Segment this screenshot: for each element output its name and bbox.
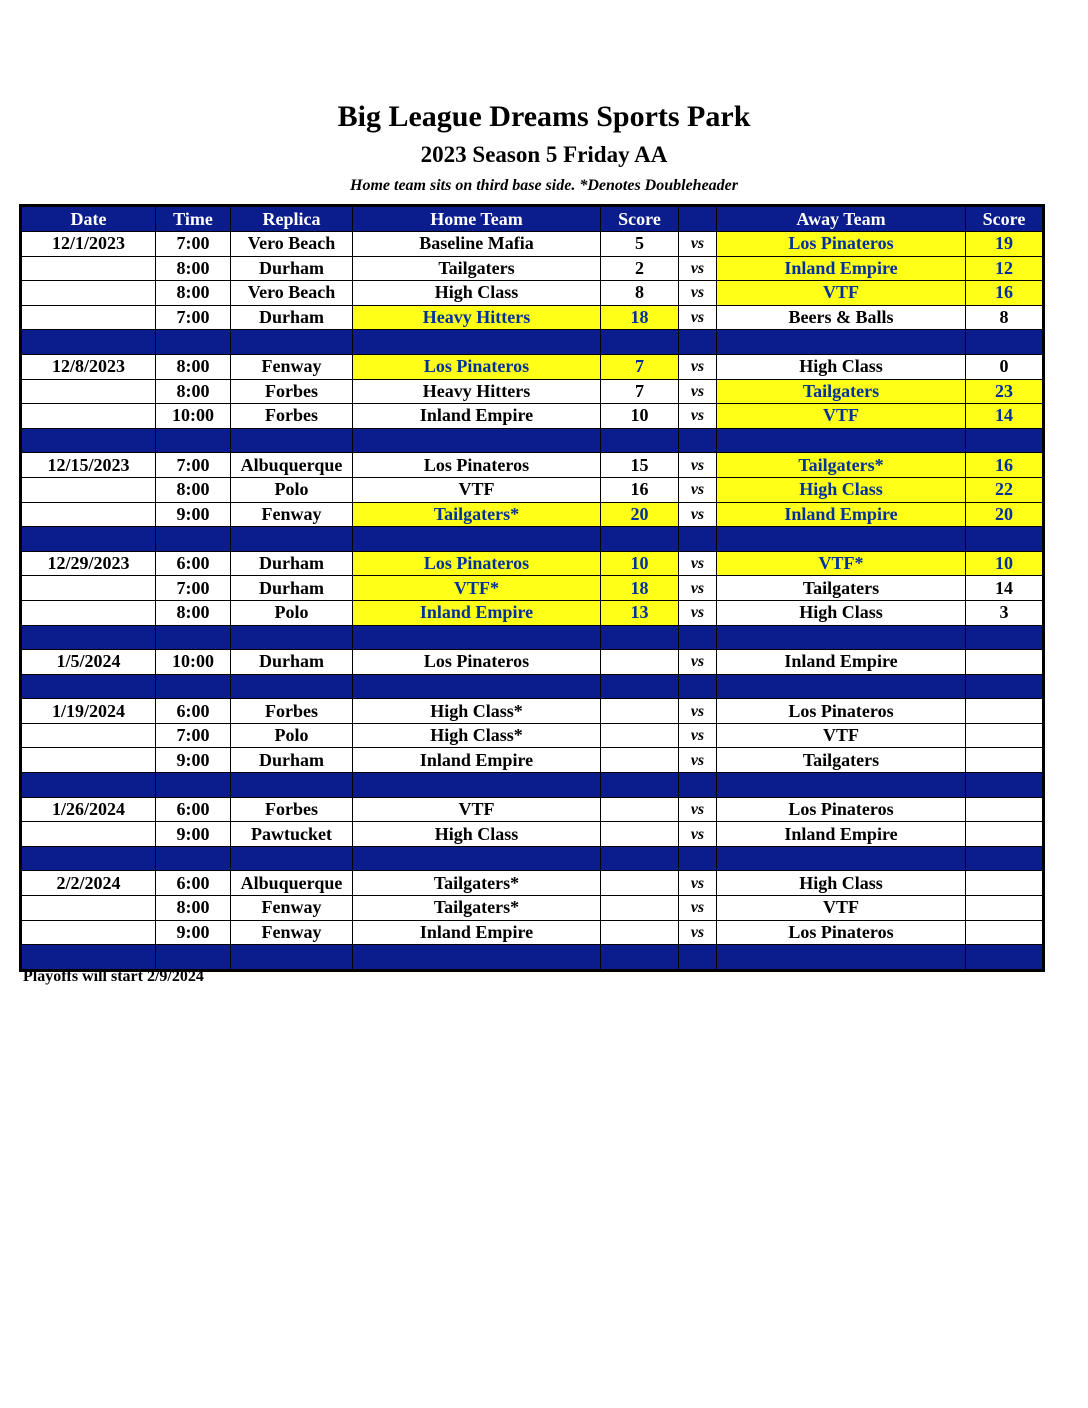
table-row (22, 699, 1043, 724)
separator-cell (679, 330, 717, 355)
time-cell: 7:00 (156, 305, 231, 330)
vs-cell: vs (679, 723, 717, 748)
table-header-row (22, 207, 1043, 232)
home-team-cell: Los Pinateros (353, 354, 601, 379)
separator-cell (679, 625, 717, 650)
time-cell: 8:00 (156, 379, 231, 404)
home-score-cell (601, 723, 679, 748)
separator-cell (22, 773, 156, 798)
date-cell: 12/8/2023 (22, 354, 156, 379)
time-cell: 8:00 (156, 896, 231, 921)
time-cell: 8:00 (156, 256, 231, 281)
separator-cell (601, 625, 679, 650)
replica-cell: Durham (231, 305, 353, 330)
home-score-cell: 15 (601, 453, 679, 478)
table-row (22, 379, 1043, 404)
header-away-team: Away Team (717, 207, 966, 232)
date-cell (22, 477, 156, 502)
separator-cell (353, 846, 601, 871)
separator-cell (601, 428, 679, 453)
separator-cell (22, 625, 156, 650)
replica-cell: Albuquerque (231, 453, 353, 478)
away-team-cell: Tailgaters (717, 576, 966, 601)
separator-cell (231, 773, 353, 798)
home-score-cell: 20 (601, 502, 679, 527)
table-row (22, 281, 1043, 306)
home-score-cell: 5 (601, 232, 679, 257)
separator-cell (966, 945, 1043, 970)
vs-cell: vs (679, 797, 717, 822)
replica-cell: Durham (231, 576, 353, 601)
separator-cell (966, 330, 1043, 355)
away-score-cell: 3 (966, 600, 1043, 625)
date-cell: 1/26/2024 (22, 797, 156, 822)
date-cell: 12/15/2023 (22, 453, 156, 478)
home-team-cell: Inland Empire (353, 404, 601, 429)
replica-cell: Fenway (231, 920, 353, 945)
separator-cell (22, 846, 156, 871)
separator-cell (966, 846, 1043, 871)
home-team-cell: Inland Empire (353, 600, 601, 625)
time-cell: 8:00 (156, 354, 231, 379)
separator-cell (679, 428, 717, 453)
date-cell (22, 379, 156, 404)
separator-cell (22, 674, 156, 699)
home-score-cell: 18 (601, 305, 679, 330)
home-score-cell: 18 (601, 576, 679, 601)
vs-cell: vs (679, 305, 717, 330)
separator-cell (156, 428, 231, 453)
home-team-cell: VTF (353, 477, 601, 502)
home-team-cell: Los Pinateros (353, 453, 601, 478)
table-row (22, 477, 1043, 502)
table-row (22, 871, 1043, 896)
week-separator-row (22, 428, 1043, 453)
separator-cell (679, 527, 717, 552)
away-team-cell: Los Pinateros (717, 797, 966, 822)
replica-cell: Forbes (231, 797, 353, 822)
table-row (22, 551, 1043, 576)
home-score-cell: 13 (601, 600, 679, 625)
home-score-cell: 10 (601, 551, 679, 576)
separator-cell (966, 428, 1043, 453)
home-team-cell: Baseline Mafia (353, 232, 601, 257)
separator-cell (601, 330, 679, 355)
separator-cell (717, 773, 966, 798)
vs-cell: vs (679, 404, 717, 429)
vs-cell: vs (679, 256, 717, 281)
away-team-cell: Inland Empire (717, 502, 966, 527)
replica-cell: Fenway (231, 896, 353, 921)
away-team-cell: VTF (717, 723, 966, 748)
vs-cell: vs (679, 576, 717, 601)
separator-cell (156, 330, 231, 355)
table-row (22, 797, 1043, 822)
home-team-cell: Tailgaters* (353, 871, 601, 896)
away-team-cell: High Class (717, 354, 966, 379)
table-row (22, 453, 1043, 478)
away-score-cell (966, 748, 1043, 773)
separator-cell (966, 674, 1043, 699)
home-team-cell: High Class* (353, 723, 601, 748)
week-separator-row (22, 674, 1043, 699)
vs-cell: vs (679, 822, 717, 847)
separator-cell (156, 846, 231, 871)
week-separator-row (22, 625, 1043, 650)
away-score-cell: 14 (966, 404, 1043, 429)
separator-cell (156, 674, 231, 699)
away-team-cell: Tailgaters (717, 379, 966, 404)
header-home-team: Home Team (353, 207, 601, 232)
table-row (22, 256, 1043, 281)
separator-cell (679, 945, 717, 970)
date-cell: 1/19/2024 (22, 699, 156, 724)
date-cell: 12/29/2023 (22, 551, 156, 576)
separator-cell (22, 330, 156, 355)
home-team-cell: VTF (353, 797, 601, 822)
vs-cell: vs (679, 477, 717, 502)
home-score-cell: 10 (601, 404, 679, 429)
time-cell: 8:00 (156, 600, 231, 625)
table-row (22, 748, 1043, 773)
week-separator-row (22, 330, 1043, 355)
home-score-cell: 7 (601, 354, 679, 379)
page-subtitle: 2023 Season 5 Friday AA (420, 142, 668, 167)
date-cell (22, 256, 156, 281)
vs-cell: vs (679, 453, 717, 478)
week-separator-row (22, 846, 1043, 871)
schedule-note: Home team sits on third base side. *Denotes Doubleheader (350, 177, 738, 194)
vs-cell: vs (679, 871, 717, 896)
separator-cell (156, 625, 231, 650)
date-cell (22, 920, 156, 945)
date-cell (22, 822, 156, 847)
separator-cell (353, 527, 601, 552)
table-row (22, 600, 1043, 625)
vs-cell: vs (679, 920, 717, 945)
away-score-cell (966, 650, 1043, 675)
time-cell: 6:00 (156, 871, 231, 896)
separator-cell (601, 773, 679, 798)
time-cell: 10:00 (156, 650, 231, 675)
home-score-cell: 2 (601, 256, 679, 281)
away-score-cell (966, 896, 1043, 921)
week-separator-row (22, 527, 1043, 552)
vs-cell: vs (679, 650, 717, 675)
separator-cell (231, 428, 353, 453)
separator-cell (679, 773, 717, 798)
week-separator-row (22, 945, 1043, 970)
separator-cell (717, 330, 966, 355)
away-team-cell: VTF (717, 281, 966, 306)
playoffs-note: Playoffs will start 2/9/2024 (23, 968, 204, 985)
home-team-cell: High Class (353, 822, 601, 847)
separator-cell (156, 527, 231, 552)
separator-cell (717, 625, 966, 650)
home-score-cell (601, 822, 679, 847)
date-cell (22, 305, 156, 330)
header-replica: Replica (231, 207, 353, 232)
home-score-cell (601, 748, 679, 773)
separator-cell (717, 428, 966, 453)
separator-cell (22, 428, 156, 453)
separator-cell (353, 674, 601, 699)
away-score-cell: 16 (966, 281, 1043, 306)
time-cell: 7:00 (156, 576, 231, 601)
replica-cell: Vero Beach (231, 232, 353, 257)
away-score-cell: 10 (966, 551, 1043, 576)
away-team-cell: Los Pinateros (717, 699, 966, 724)
separator-cell (601, 527, 679, 552)
separator-cell (353, 773, 601, 798)
replica-cell: Polo (231, 600, 353, 625)
away-score-cell: 0 (966, 354, 1043, 379)
table-row (22, 896, 1043, 921)
table-row (22, 822, 1043, 847)
schedule-table-container (19, 204, 1045, 972)
header-away-score: Score (966, 207, 1043, 232)
away-score-cell: 23 (966, 379, 1043, 404)
vs-cell: vs (679, 281, 717, 306)
time-cell: 6:00 (156, 551, 231, 576)
separator-cell (353, 945, 601, 970)
replica-cell: Pawtucket (231, 822, 353, 847)
time-cell: 7:00 (156, 723, 231, 748)
separator-cell (156, 945, 231, 970)
away-score-cell: 16 (966, 453, 1043, 478)
vs-cell: vs (679, 748, 717, 773)
replica-cell: Polo (231, 723, 353, 748)
vs-cell: vs (679, 232, 717, 257)
separator-cell (353, 428, 601, 453)
away-score-cell: 8 (966, 305, 1043, 330)
away-team-cell: VTF (717, 896, 966, 921)
home-team-cell: High Class* (353, 699, 601, 724)
away-team-cell: Los Pinateros (717, 232, 966, 257)
time-cell: 6:00 (156, 797, 231, 822)
separator-cell (966, 527, 1043, 552)
schedule-table (21, 206, 1043, 970)
away-team-cell: Los Pinateros (717, 920, 966, 945)
separator-cell (601, 945, 679, 970)
page-title: Big League Dreams Sports Park (337, 100, 751, 133)
away-team-cell: High Class (717, 871, 966, 896)
separator-cell (231, 330, 353, 355)
away-score-cell: 12 (966, 256, 1043, 281)
separator-cell (231, 846, 353, 871)
home-team-cell: VTF* (353, 576, 601, 601)
separator-cell (22, 945, 156, 970)
away-score-cell (966, 822, 1043, 847)
home-team-cell: Tailgaters* (353, 502, 601, 527)
separator-cell (966, 773, 1043, 798)
schedule-body (22, 207, 1043, 970)
separator-cell (353, 625, 601, 650)
vs-cell: vs (679, 502, 717, 527)
separator-cell (231, 625, 353, 650)
separator-cell (679, 674, 717, 699)
table-row (22, 576, 1043, 601)
time-cell: 8:00 (156, 281, 231, 306)
time-cell: 9:00 (156, 822, 231, 847)
week-separator-row (22, 773, 1043, 798)
separator-cell (231, 945, 353, 970)
separator-cell (231, 527, 353, 552)
date-cell: 2/2/2024 (22, 871, 156, 896)
vs-cell: vs (679, 600, 717, 625)
header-date: Date (22, 207, 156, 232)
away-score-cell (966, 871, 1043, 896)
separator-cell (353, 330, 601, 355)
away-team-cell: Beers & Balls (717, 305, 966, 330)
table-row (22, 404, 1043, 429)
header-vs (679, 207, 717, 232)
home-team-cell: Heavy Hitters (353, 305, 601, 330)
date-cell (22, 723, 156, 748)
home-score-cell: 16 (601, 477, 679, 502)
away-score-cell (966, 723, 1043, 748)
table-row (22, 232, 1043, 257)
vs-cell: vs (679, 551, 717, 576)
separator-cell (231, 674, 353, 699)
table-row (22, 354, 1043, 379)
home-score-cell (601, 920, 679, 945)
header-time: Time (156, 207, 231, 232)
home-score-cell (601, 699, 679, 724)
date-cell: 1/5/2024 (22, 650, 156, 675)
date-cell (22, 600, 156, 625)
replica-cell: Forbes (231, 404, 353, 429)
away-team-cell: Inland Empire (717, 822, 966, 847)
separator-cell (717, 846, 966, 871)
time-cell: 10:00 (156, 404, 231, 429)
separator-cell (601, 846, 679, 871)
away-score-cell: 14 (966, 576, 1043, 601)
separator-cell (601, 674, 679, 699)
separator-cell (717, 945, 966, 970)
table-row (22, 920, 1043, 945)
header-home-score: Score (601, 207, 679, 232)
separator-cell (717, 674, 966, 699)
away-team-cell: High Class (717, 477, 966, 502)
separator-cell (22, 527, 156, 552)
date-cell: 12/1/2023 (22, 232, 156, 257)
home-team-cell: Inland Empire (353, 920, 601, 945)
home-team-cell: Los Pinateros (353, 551, 601, 576)
home-team-cell: Heavy Hitters (353, 379, 601, 404)
replica-cell: Albuquerque (231, 871, 353, 896)
home-team-cell: Inland Empire (353, 748, 601, 773)
table-row (22, 502, 1043, 527)
replica-cell: Durham (231, 256, 353, 281)
separator-cell (679, 846, 717, 871)
away-score-cell: 19 (966, 232, 1043, 257)
date-cell (22, 576, 156, 601)
away-team-cell: VTF* (717, 551, 966, 576)
time-cell: 9:00 (156, 920, 231, 945)
time-cell: 6:00 (156, 699, 231, 724)
time-cell: 7:00 (156, 232, 231, 257)
away-score-cell (966, 920, 1043, 945)
away-score-cell: 20 (966, 502, 1043, 527)
time-cell: 7:00 (156, 453, 231, 478)
table-row (22, 650, 1043, 675)
replica-cell: Durham (231, 551, 353, 576)
home-team-cell: Tailgaters* (353, 896, 601, 921)
replica-cell: Fenway (231, 502, 353, 527)
time-cell: 8:00 (156, 477, 231, 502)
replica-cell: Durham (231, 650, 353, 675)
date-cell (22, 502, 156, 527)
vs-cell: vs (679, 896, 717, 921)
date-cell (22, 404, 156, 429)
table-row (22, 723, 1043, 748)
replica-cell: Durham (231, 748, 353, 773)
home-team-cell: High Class (353, 281, 601, 306)
away-team-cell: Inland Empire (717, 650, 966, 675)
home-score-cell: 7 (601, 379, 679, 404)
away-team-cell: Tailgaters* (717, 453, 966, 478)
vs-cell: vs (679, 699, 717, 724)
home-score-cell: 8 (601, 281, 679, 306)
home-team-cell: Los Pinateros (353, 650, 601, 675)
replica-cell: Forbes (231, 699, 353, 724)
away-team-cell: VTF (717, 404, 966, 429)
home-team-cell: Tailgaters (353, 256, 601, 281)
away-score-cell (966, 699, 1043, 724)
replica-cell: Forbes (231, 379, 353, 404)
separator-cell (717, 527, 966, 552)
home-score-cell (601, 650, 679, 675)
replica-cell: Vero Beach (231, 281, 353, 306)
replica-cell: Fenway (231, 354, 353, 379)
vs-cell: vs (679, 354, 717, 379)
away-score-cell: 22 (966, 477, 1043, 502)
home-score-cell (601, 797, 679, 822)
home-score-cell (601, 871, 679, 896)
time-cell: 9:00 (156, 502, 231, 527)
away-score-cell (966, 797, 1043, 822)
date-cell (22, 281, 156, 306)
vs-cell: vs (679, 379, 717, 404)
separator-cell (156, 773, 231, 798)
home-score-cell (601, 896, 679, 921)
away-team-cell: Tailgaters (717, 748, 966, 773)
away-team-cell: High Class (717, 600, 966, 625)
table-row (22, 305, 1043, 330)
separator-cell (966, 625, 1043, 650)
away-team-cell: Inland Empire (717, 256, 966, 281)
date-cell (22, 896, 156, 921)
date-cell (22, 748, 156, 773)
time-cell: 9:00 (156, 748, 231, 773)
replica-cell: Polo (231, 477, 353, 502)
